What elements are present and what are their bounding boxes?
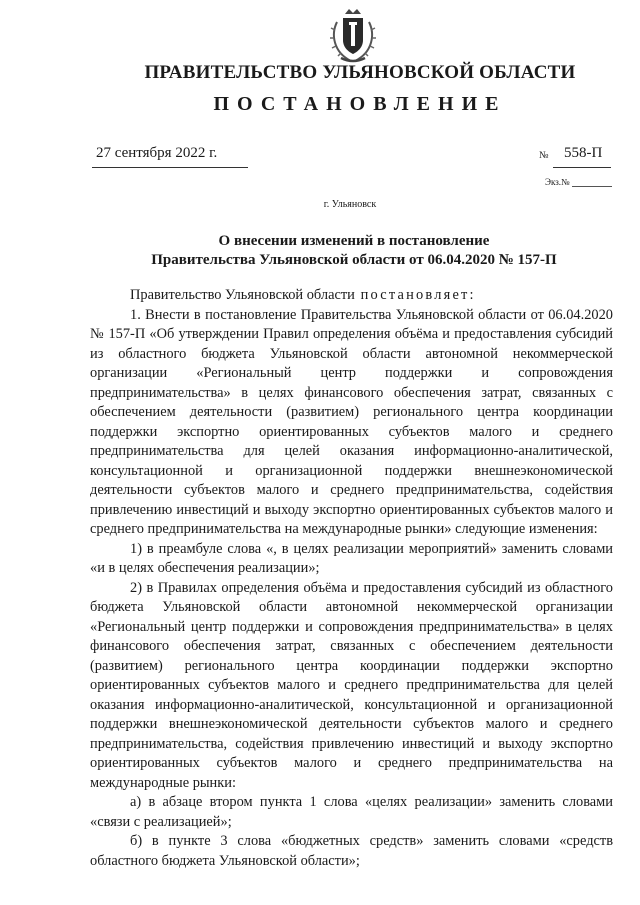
subject-line-1: О внесении изменений в постановление <box>218 233 490 249</box>
preamble-end: : <box>469 287 474 303</box>
paragraph-3: 2) в Правилах определения объёма и предоставления субсидий из областного бюджета Ульяновской области автономной некоммерческой организации «Региональный центр поддержки и сопровождения предпринимательства» в целях финансового обеспечения затрат, связанных с обеспечением деятельности (развитием) регионального центра координации поддержки экспортно ориентированных субъектов малого и среднего предпринимательства для целей оказания информационно-аналитической, консультационной и организационной поддержки внешнеэкономической деятельности субъектов малого и среднего предпринимательства, содействия привлечению инвестиций и выходу экспортно ориентированных субъектов малого и среднего предпринимательства на международные рынки: <box>90 579 613 791</box>
copy-number-label: Экз.№ <box>545 177 570 187</box>
paragraph-5: б) в пункте 3 слова «бюджетных средств» заменить словами «средств областного бюджета Ульяновской области»; <box>90 833 613 869</box>
paragraph-2: 1) в преамбуле слова «, в целях реализации мероприятий» заменить словами «и в целях обеспечения реализации»; <box>90 540 613 576</box>
number-label: № <box>539 150 549 161</box>
preamble-start: Правительство Ульяновской области <box>130 287 355 303</box>
city: г. Ульяновск <box>323 199 377 210</box>
document-type: ПОСТАНОВЛЕНИЕ <box>213 93 507 115</box>
document-number: 558-П <box>564 145 603 161</box>
preamble <box>90 286 613 306</box>
paragraph-1: 1. Внести в постановление Правительства Ульяновской области от 06.04.2020 № 157-П «Об утверждении Правил определения объёма и предоставления субсидий из областного бюджета Ульяновской области автономной некоммерческой организации «Региональный центр поддержки и сопровождения предпринимательства» в целях финансового обеспечения затрат, связанных с обеспечением деятельности (развитием) регионального центра координации поддержки экспортно ориентированных субъектов малого и среднего предпринимательства для целей оказания информационно-аналитической, консультационной и организационной поддержки внешнеэкономической деятельности субъектов малого и среднего предпринимательства, содействия привлечению инвестиций и выходу экспортно ориентированных субъектов малого и среднего предпринимательства на международные рынки» следующие изменения: <box>90 306 613 537</box>
document-subject <box>80 232 628 270</box>
copy-number-underline <box>572 186 612 187</box>
date-underline <box>92 167 248 168</box>
document-body <box>90 286 613 871</box>
preamble-keyword: постановляет <box>354 287 470 303</box>
paragraph-4: а) в абзаце втором пункта 1 слова «целях реализации» заменить словами «связи с реализацией»; <box>90 794 613 830</box>
subject-line-2: Правительства Ульяновской области от 06.04.2020 № 157-П <box>151 252 557 268</box>
coat-of-arms-icon <box>323 6 383 66</box>
government-name: ПРАВИТЕЛЬСТВО УЛЬЯНОВСКОЙ ОБЛАСТИ <box>144 62 576 83</box>
document-date: 27 сентября 2022 г. <box>96 145 218 161</box>
number-underline <box>553 167 611 168</box>
